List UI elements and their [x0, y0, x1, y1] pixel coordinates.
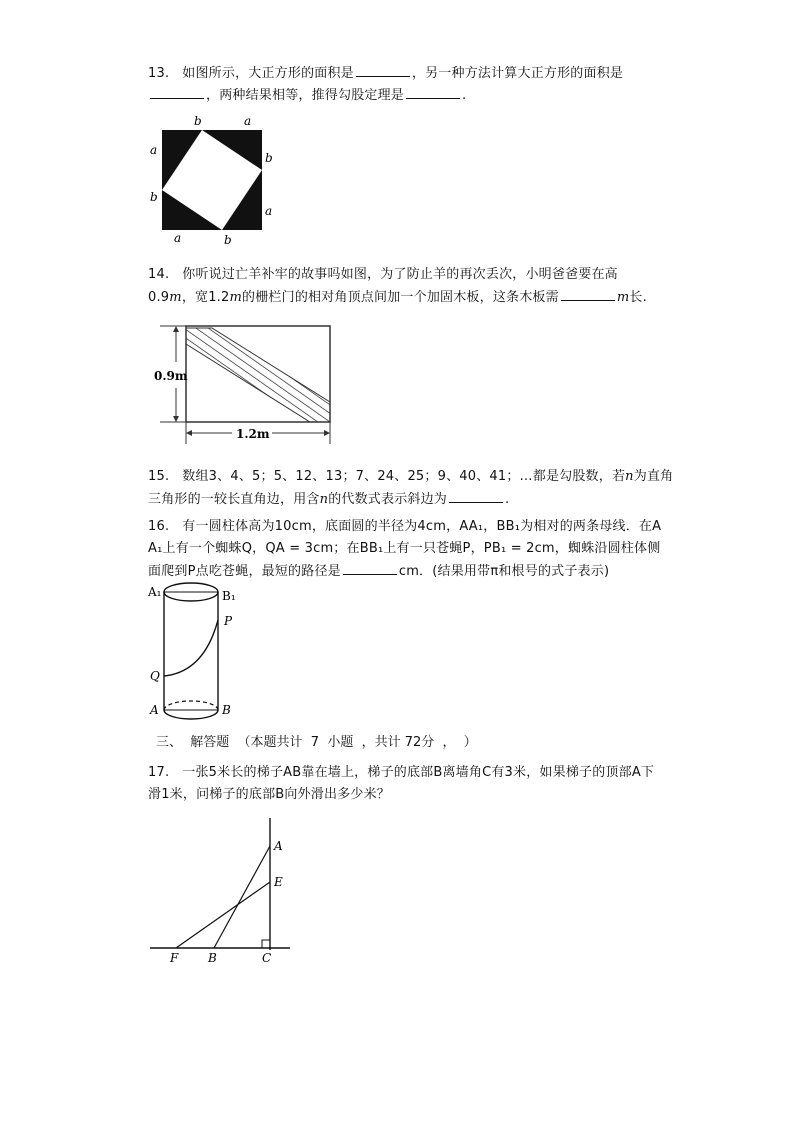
q16-label-b: B — [222, 703, 231, 717]
q17-label-b: B — [208, 951, 217, 965]
q14-arrowhead-down — [173, 416, 179, 422]
q17-number: 17. — [148, 765, 170, 780]
q13-figure — [144, 112, 284, 246]
q16-bottom-back-arc — [164, 701, 218, 710]
q15-line-2 — [148, 490, 509, 509]
q16-label-b1: B₁ — [222, 589, 236, 603]
q13-text-c: ，两种结果相等，推得勾股定理是 — [206, 88, 405, 103]
q13-line-2 — [148, 86, 466, 105]
q14-text-2: 的栅栏门的相对角顶点间加一个加固木板，这条木板需 — [242, 290, 559, 305]
q13-label-right-b: b — [265, 151, 273, 165]
q15-text-end: . — [505, 492, 510, 507]
q17-figure — [146, 814, 296, 968]
q13-label-bottom-b: b — [224, 233, 232, 246]
q16-bottom-front-arc — [164, 710, 218, 719]
q14-line-1 — [148, 266, 618, 284]
q14-arrowhead-left — [186, 430, 192, 436]
q16-number: 16. — [148, 519, 170, 534]
q13-text-b: ，另一种方法计算大正方形的面积是 — [411, 66, 624, 81]
q14-text-end: 长. — [629, 290, 647, 305]
q13-blank-1[interactable] — [356, 64, 410, 77]
q15-var-n-1: n — [625, 469, 634, 484]
q16-label-p: P — [224, 614, 233, 628]
q14-unit-m-1: m — [169, 290, 182, 305]
q17-label-a: A — [274, 839, 283, 853]
q15-line-1 — [148, 468, 673, 486]
q14-line-2 — [148, 288, 647, 307]
q13-number: 13. — [148, 66, 170, 81]
q17-ladder-diagram — [146, 814, 296, 968]
q17-label-f: F — [170, 951, 179, 965]
q14-unit-m-3: m — [616, 290, 630, 305]
q14-diagonal-board — [186, 328, 330, 422]
q13-label-top-b: b — [194, 114, 202, 128]
q14-height-value: 0.9 — [148, 290, 170, 305]
q13-blank-3[interactable] — [406, 86, 460, 99]
q16-text-1: 有一圆柱体高为10cm，底面圆的半径为4cm，AA₁，BB₁为相对的两条母线．在A — [182, 519, 662, 534]
q16-cylinder-diagram — [144, 580, 244, 724]
q17-ladder-fe — [176, 882, 270, 948]
q16-label-q: Q — [150, 669, 160, 683]
q17-label-c: C — [262, 951, 272, 965]
q17-line-2 — [148, 786, 390, 804]
q15-text-1-end: 为直角 — [633, 469, 674, 484]
q17-text-2: 滑1米，问梯子的底部B向外滑出多少米？ — [148, 787, 390, 802]
q13-square-diagram — [144, 112, 284, 246]
q14-arrowhead-up — [173, 326, 179, 332]
q17-text-1: 一张5米长的梯子AB靠在墙上，梯子的底部B离墙角C有3米，如果梯子的顶部A下 — [182, 765, 655, 780]
q13-label-bottom-a: a — [174, 231, 182, 245]
q15-text-2: 三角形的一较长直角边，用含 — [148, 492, 320, 507]
q16-text-2: A₁上有一个蜘蛛Q，QA = 3cm；在BB₁上有一只苍蝇P，PB₁ = 2cm，蜘蛛沿圆柱体侧 — [148, 541, 661, 556]
q13-label-right-a: a — [265, 204, 273, 218]
q13-text-d: . — [462, 88, 467, 103]
q14-width-text: ，宽1.2 — [181, 290, 230, 305]
q16-text-3b: cm．(结果用带π和根号的式子表示) — [398, 564, 610, 579]
q15-blank[interactable] — [449, 490, 503, 503]
q16-spider-path — [164, 620, 218, 676]
q16-figure — [144, 580, 244, 724]
q16-line-3 — [148, 562, 609, 581]
q16-blank[interactable] — [343, 562, 397, 575]
q13-line-1 — [148, 64, 623, 83]
q16-line-1 — [148, 518, 661, 536]
q14-text-1: 你听说过亡羊补牢的故事吗如图，为了防止羊的再次丢次，小明爸爸要在高 — [182, 267, 618, 282]
q17-label-e: E — [274, 875, 283, 889]
q14-gate-diagram — [150, 322, 336, 448]
section-3-heading: 三、 解答题 （本题共计 7 小题 ，共计 72分 ， ） — [156, 735, 477, 750]
q13-label-left-b: b — [150, 190, 158, 204]
q14-width-label: 1.2m — [236, 427, 270, 441]
q13-label-left-a: a — [150, 143, 158, 157]
q13-text-a: 如图所示，大正方形的面积是 — [182, 66, 354, 81]
q17-line-1 — [148, 764, 654, 782]
q13-label-top-a: a — [244, 114, 252, 128]
q15-text-2b: 的代数式表示斜边为 — [328, 492, 447, 507]
q14-arrowhead-right — [324, 430, 330, 436]
q14-number: 14. — [148, 267, 170, 282]
q16-text-3a: 面爬到P点吃苍蝇，最短的路径是 — [148, 564, 341, 579]
q14-unit-m-2: m — [229, 290, 243, 305]
q15-number: 15. — [148, 469, 170, 484]
q17-ladder-ab — [214, 846, 270, 948]
q15-var-n-2: n — [319, 492, 329, 507]
q14-figure — [150, 322, 336, 448]
q14-blank[interactable] — [561, 288, 615, 301]
q13-blank-2[interactable] — [150, 86, 204, 99]
q17-right-angle-mark — [262, 940, 270, 948]
q16-label-a: A — [150, 703, 159, 717]
q15-text-1: 数组3、4、5；5、12、13；7、24、25；9、40、41；…都是勾股数，若 — [182, 469, 626, 484]
q16-label-a1: A₁ — [148, 585, 162, 599]
q14-height-label: 0.9m — [154, 369, 188, 383]
q16-line-2 — [148, 540, 660, 558]
